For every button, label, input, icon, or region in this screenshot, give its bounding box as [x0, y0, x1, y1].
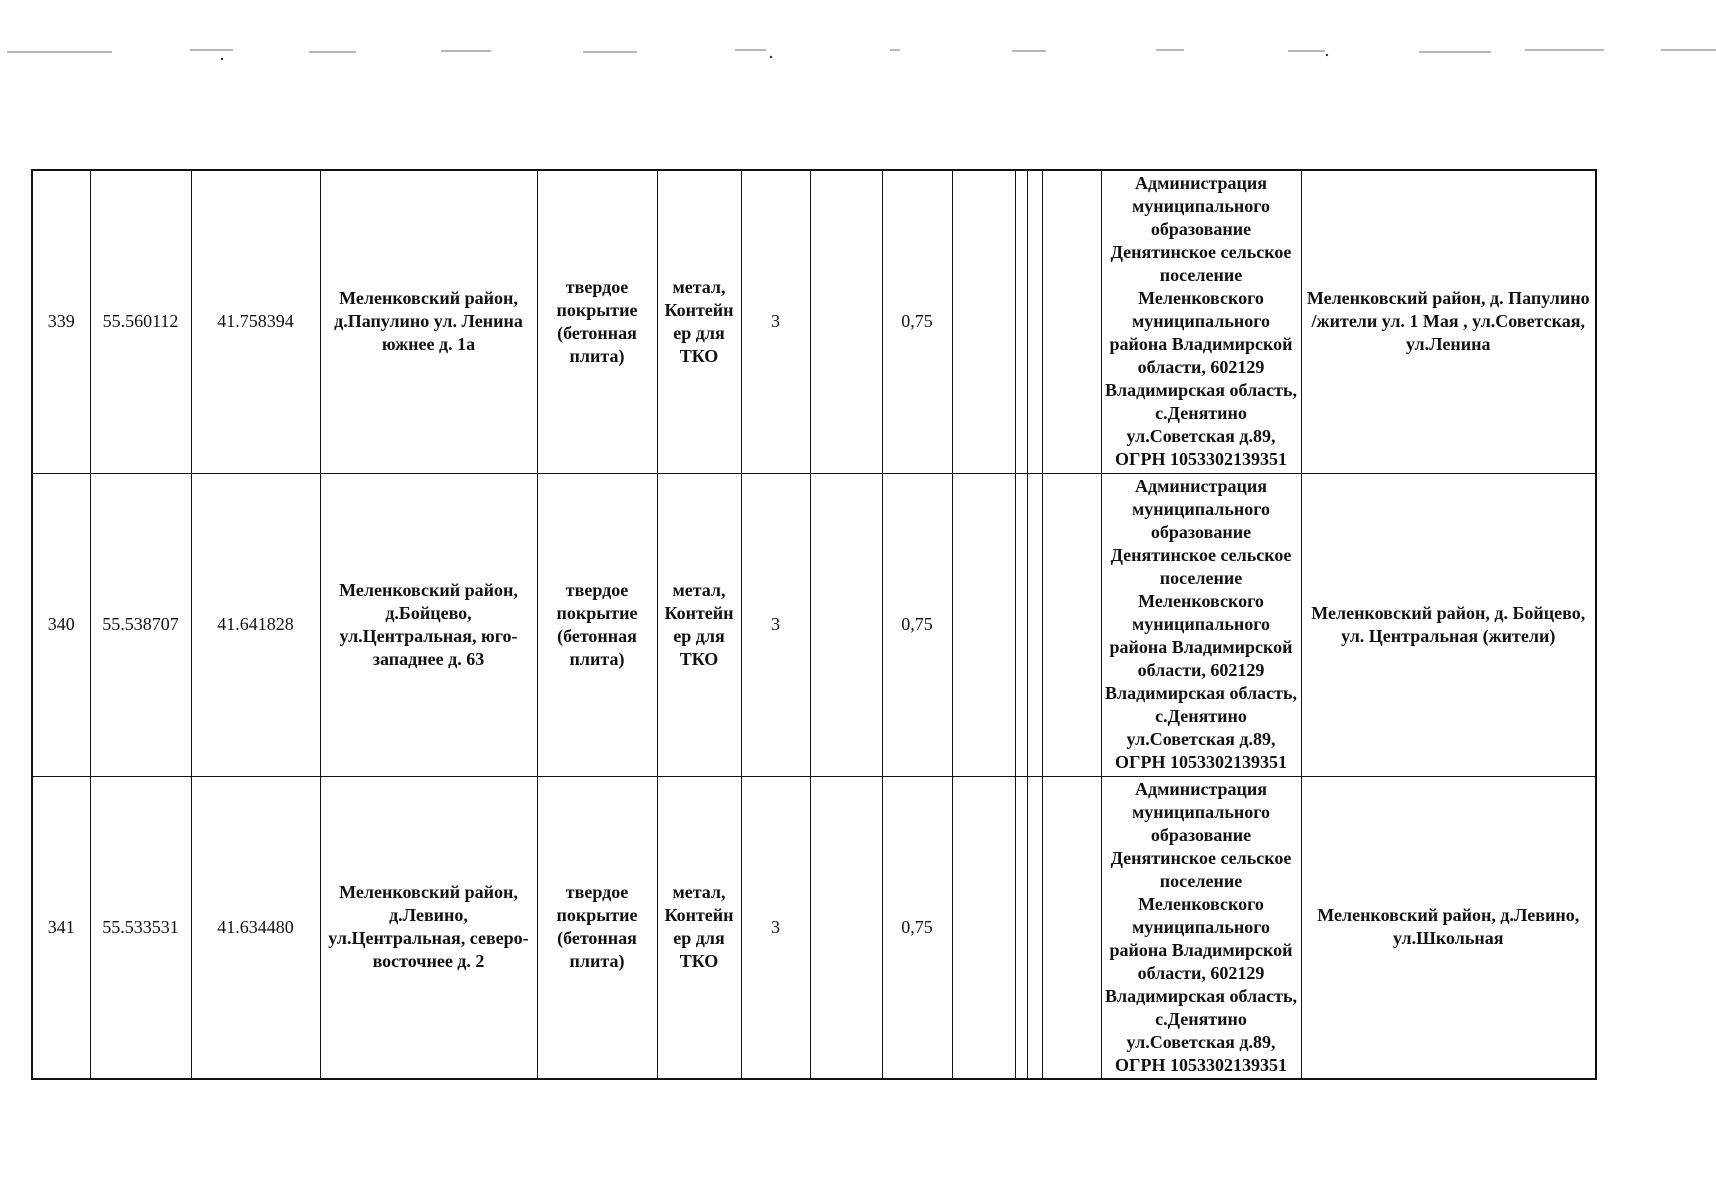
empty-narrow-cell: [1015, 473, 1027, 776]
empty-narrow-cell: [1015, 170, 1027, 473]
waste-sources-cell: Меленковский район, д.Левино, ул.Школьная: [1301, 776, 1596, 1079]
empty-cell: [1042, 170, 1101, 473]
location-cell: Меленковский район, д.Бойцево, ул.Центральная, юго-западнее д. 63: [320, 473, 537, 776]
empty-cell: [952, 776, 1015, 1079]
top-scan-artifact-lines: [0, 42, 1716, 62]
owner-organization-cell: Администрация муниципального образование Денятинское сельское поселение Меленковского муниципального района Владимирской области, 602129 Владимирская область, с.Денятино ул.Советская д.89, ОГРН 1053302139351: [1101, 776, 1301, 1079]
latitude-cell: 55.533531: [90, 776, 191, 1079]
latitude-cell: 55.560112: [90, 170, 191, 473]
row-number-cell: 339: [32, 170, 90, 473]
row-number-cell: 340: [32, 473, 90, 776]
empty-cell: [810, 473, 882, 776]
table-row-339: [32, 170, 1596, 473]
empty-cell: [1042, 776, 1101, 1079]
waste-sources-cell: Меленковский район, д. Папулино /жители ул. 1 Мая , ул.Советская, ул.Ленина: [1301, 170, 1596, 473]
container-type-cell: метал, Контейнер для ТКО: [657, 473, 741, 776]
owner-organization-cell: Администрация муниципального образование Денятинское сельское поселение Меленковского муниципального района Владимирской области, 602129 Владимирская область, с.Денятино ул.Советская д.89, ОГРН 1053302139351: [1101, 170, 1301, 473]
surface-cell: твердое покрытие (бетонная плита): [537, 170, 657, 473]
container-type-cell: метал, Контейнер для ТКО: [657, 170, 741, 473]
latitude-cell: 55.538707: [90, 473, 191, 776]
location-cell: Меленковский район, д.Папулино ул. Ленина южнее д. 1а: [320, 170, 537, 473]
empty-cell: [810, 170, 882, 473]
empty-narrow-cell: [1027, 776, 1042, 1079]
longitude-cell: 41.641828: [191, 473, 320, 776]
empty-cell: [1042, 473, 1101, 776]
empty-narrow-cell: [1027, 473, 1042, 776]
empty-narrow-cell: [1027, 170, 1042, 473]
empty-cell: [952, 170, 1015, 473]
waste-sources-cell: Меленковский район, д. Бойцево, ул. Центральная (жители): [1301, 473, 1596, 776]
row-number-cell: 341: [32, 776, 90, 1079]
container-quantity-cell: 3: [741, 473, 810, 776]
empty-narrow-cell: [1015, 776, 1027, 1079]
location-cell: Меленковский район, д.Левино, ул.Центральная, северо-восточнее д. 2: [320, 776, 537, 1079]
container-quantity-cell: 3: [741, 170, 810, 473]
waste-container-sites-table: [31, 169, 1597, 1080]
table-row-340: [32, 473, 1596, 776]
surface-cell: твердое покрытие (бетонная плита): [537, 473, 657, 776]
container-volume-cell: 0,75: [882, 473, 952, 776]
container-volume-cell: 0,75: [882, 170, 952, 473]
table-row-341: [32, 776, 1596, 1079]
longitude-cell: 41.634480: [191, 776, 320, 1079]
empty-cell: [952, 473, 1015, 776]
empty-cell: [810, 776, 882, 1079]
owner-organization-cell: Администрация муниципального образование Денятинское сельское поселение Меленковского муниципального района Владимирской области, 602129 Владимирская область, с.Денятино ул.Советская д.89, ОГРН 1053302139351: [1101, 473, 1301, 776]
container-volume-cell: 0,75: [882, 776, 952, 1079]
container-quantity-cell: 3: [741, 776, 810, 1079]
longitude-cell: 41.758394: [191, 170, 320, 473]
surface-cell: твердое покрытие (бетонная плита): [537, 776, 657, 1079]
container-type-cell: метал, Контейнер для ТКО: [657, 776, 741, 1079]
